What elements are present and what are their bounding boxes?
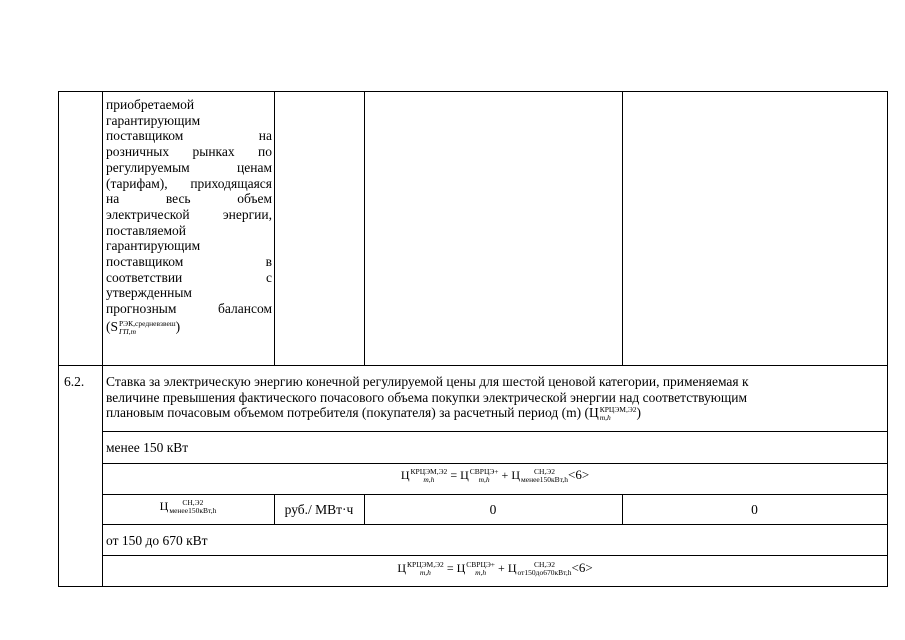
description-line: электрической энергии, <box>106 206 272 222</box>
value-cell: 0 <box>751 502 758 517</box>
previous-row-symbol: (S РЭК,средневзвеш ГП,m ) <box>106 318 181 336</box>
description-line: прогнозным балансом <box>106 301 272 317</box>
row-divider <box>58 365 888 366</box>
description-line: приобретаемой <box>106 97 195 112</box>
table-border-left <box>58 91 59 587</box>
row-divider <box>102 524 888 525</box>
column-divider <box>364 91 365 366</box>
description-line: регулируемым ценам <box>106 159 272 175</box>
tariff-symbol: Ц СН,Э2 менее150кВт,h <box>159 498 217 516</box>
title-line: величине превышения фактического почасового объема покупки электрической энергии над соответствующим <box>106 389 748 405</box>
description-line: поставляемой <box>106 222 187 238</box>
row-divider <box>102 431 888 432</box>
unit-cell: руб./ МВт·ч <box>284 502 354 517</box>
subcategory-label: от 150 до 670 кВт <box>106 533 208 548</box>
row-6-2-title <box>106 374 876 422</box>
row-number: 6.2. <box>64 374 85 389</box>
description-line: поставщиком в <box>106 254 272 270</box>
row-divider <box>102 555 888 556</box>
description-line: гарантирующим <box>106 112 201 128</box>
description-line: поставщиком на <box>106 128 272 144</box>
description-line: на весь объем <box>106 191 272 207</box>
description-line: соответствии с <box>106 269 272 285</box>
description-line: розничных рынках по <box>106 144 272 160</box>
table-border-right <box>887 91 888 587</box>
description-line: утвержденным <box>106 285 192 301</box>
formula-150-to-670: Ц КРЦЭМ,Э2 m,h = Ц СВРЦЭ+ m,h + Ц СН,Э2 от150до670кВт,h <6> <box>397 560 593 578</box>
title-line: плановым почасовым объемом потребителя (покупателя) за расчетный период (m) (Ц КРЦЭМ,Э2 m,h ) <box>106 405 642 423</box>
value-cell: 0 <box>489 502 497 517</box>
column-divider <box>622 91 623 366</box>
previous-row-description <box>106 97 272 336</box>
row-divider <box>102 463 888 464</box>
title-line: Ставка за электрическую энергию конечной регулируемой цены для шестой ценовой категории, применяемая к <box>106 374 749 389</box>
subcategory-label: менее 150 кВт <box>106 440 189 455</box>
table-border-bottom <box>58 586 888 587</box>
description-line: (тарифам), приходящаяся <box>106 175 272 191</box>
formula-less-150: Ц КРЦЭМ,Э2 m,h = Ц СВРЦЭ+ m,h + Ц СН,Э2 менее150кВт,h <6> <box>400 467 590 485</box>
row-divider <box>102 494 888 495</box>
column-divider <box>274 91 275 366</box>
table-border-top <box>58 91 888 92</box>
description-line: гарантирующим <box>106 238 201 254</box>
